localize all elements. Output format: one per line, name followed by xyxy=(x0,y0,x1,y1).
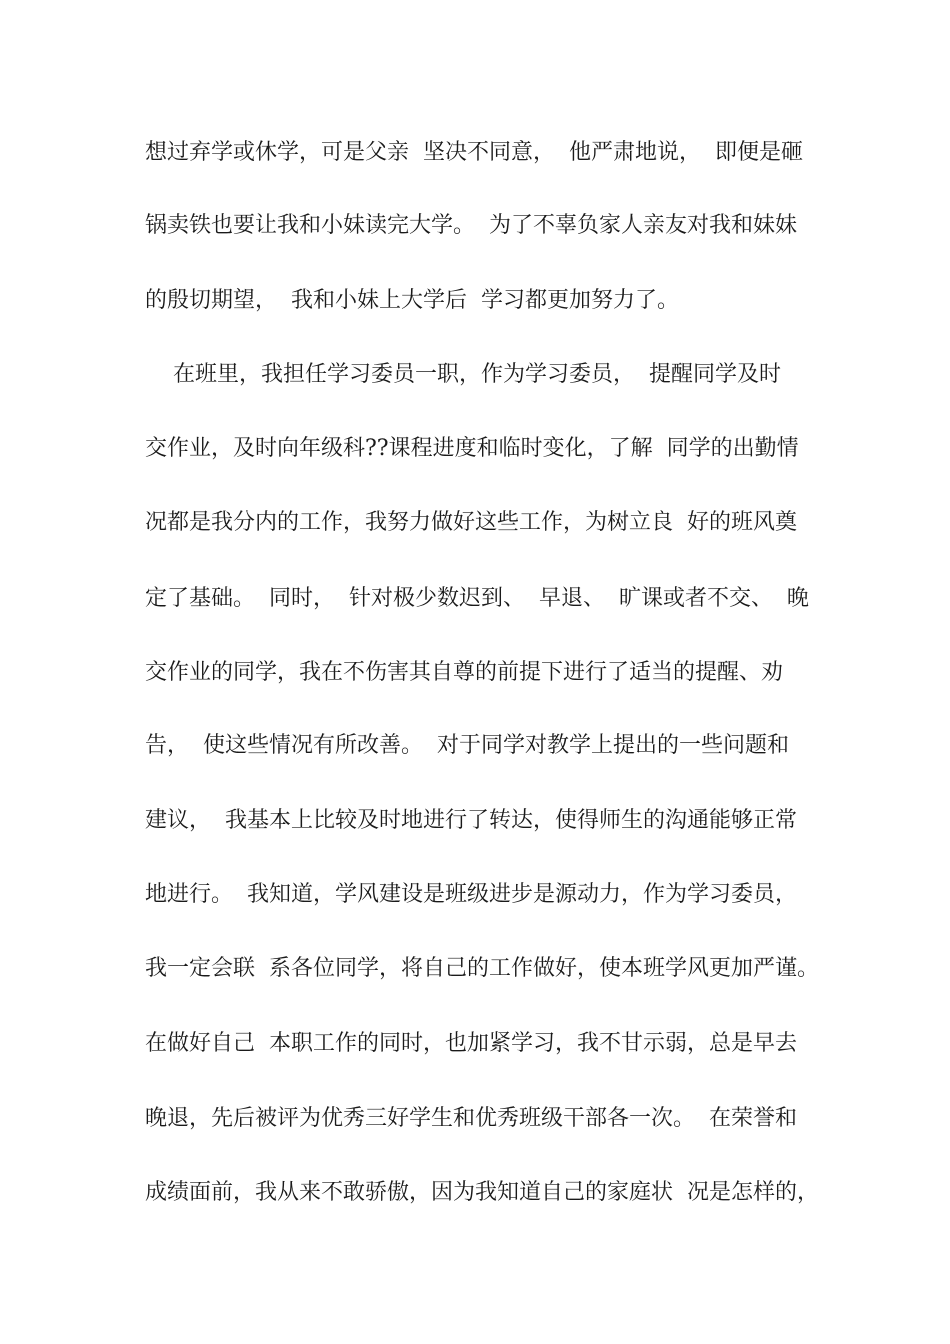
text-line-7: 定了基础。 同时， 针对极少数迟到、 早退、 旷课或者不交、 晚 xyxy=(145,586,809,611)
text-line-10: 建议， 我基本上比较及时地进行了转达，使得师生的沟通能够正常 xyxy=(145,808,797,833)
text-line-3: 的殷切期望， 我和小妹上大学后 学习都更加努力了。 xyxy=(145,288,679,313)
text-line-14: 晚退，先后被评为优秀三好学生和优秀班级干部各一次。 在荣誉和 xyxy=(145,1106,797,1131)
text-line-6: 况都是我分内的工作，我努力做好这些工作，为树立良 好的班风奠 xyxy=(145,510,797,535)
text-line-11: 地进行。 我知道，学风建设是班级进步是源动力，作为学习委员， xyxy=(145,882,797,907)
text-line-2: 锅卖铁也要让我和小妹读完大学。 为了不辜负家人亲友对我和妹妹 xyxy=(145,213,797,238)
text-line-9: 告， 使这些情况有所改善。 对于同学对教学上提出的一些问题和 xyxy=(145,733,789,758)
text-line-8: 交作业的同学，我在不伤害其自尊的前提下进行了适当的提醒、劝 xyxy=(145,660,784,685)
text-line-12: 我一定会联 系各位同学，将自己的工作做好，使本班学风更加严谨。 xyxy=(145,956,819,981)
text-line-5: 交作业，及时向年级科??课程进度和临时变化，了解 同学的出勤情 xyxy=(145,436,799,461)
text-line-1: 想过弃学或休学，可是父亲 坚决不同意， 他严肃地说， 即便是砸 xyxy=(145,140,803,165)
text-line-13: 在做好自己 本职工作的同时，也加紧学习，我不甘示弱，总是早去 xyxy=(145,1031,797,1056)
text-line-15: 成绩面前，我从来不敢骄傲，因为我知道自己的家庭状 况是怎样的， xyxy=(145,1180,819,1205)
text-line-4: 在班里，我担任学习委员一职，作为学习委员， 提醒同学及时 xyxy=(145,362,781,387)
